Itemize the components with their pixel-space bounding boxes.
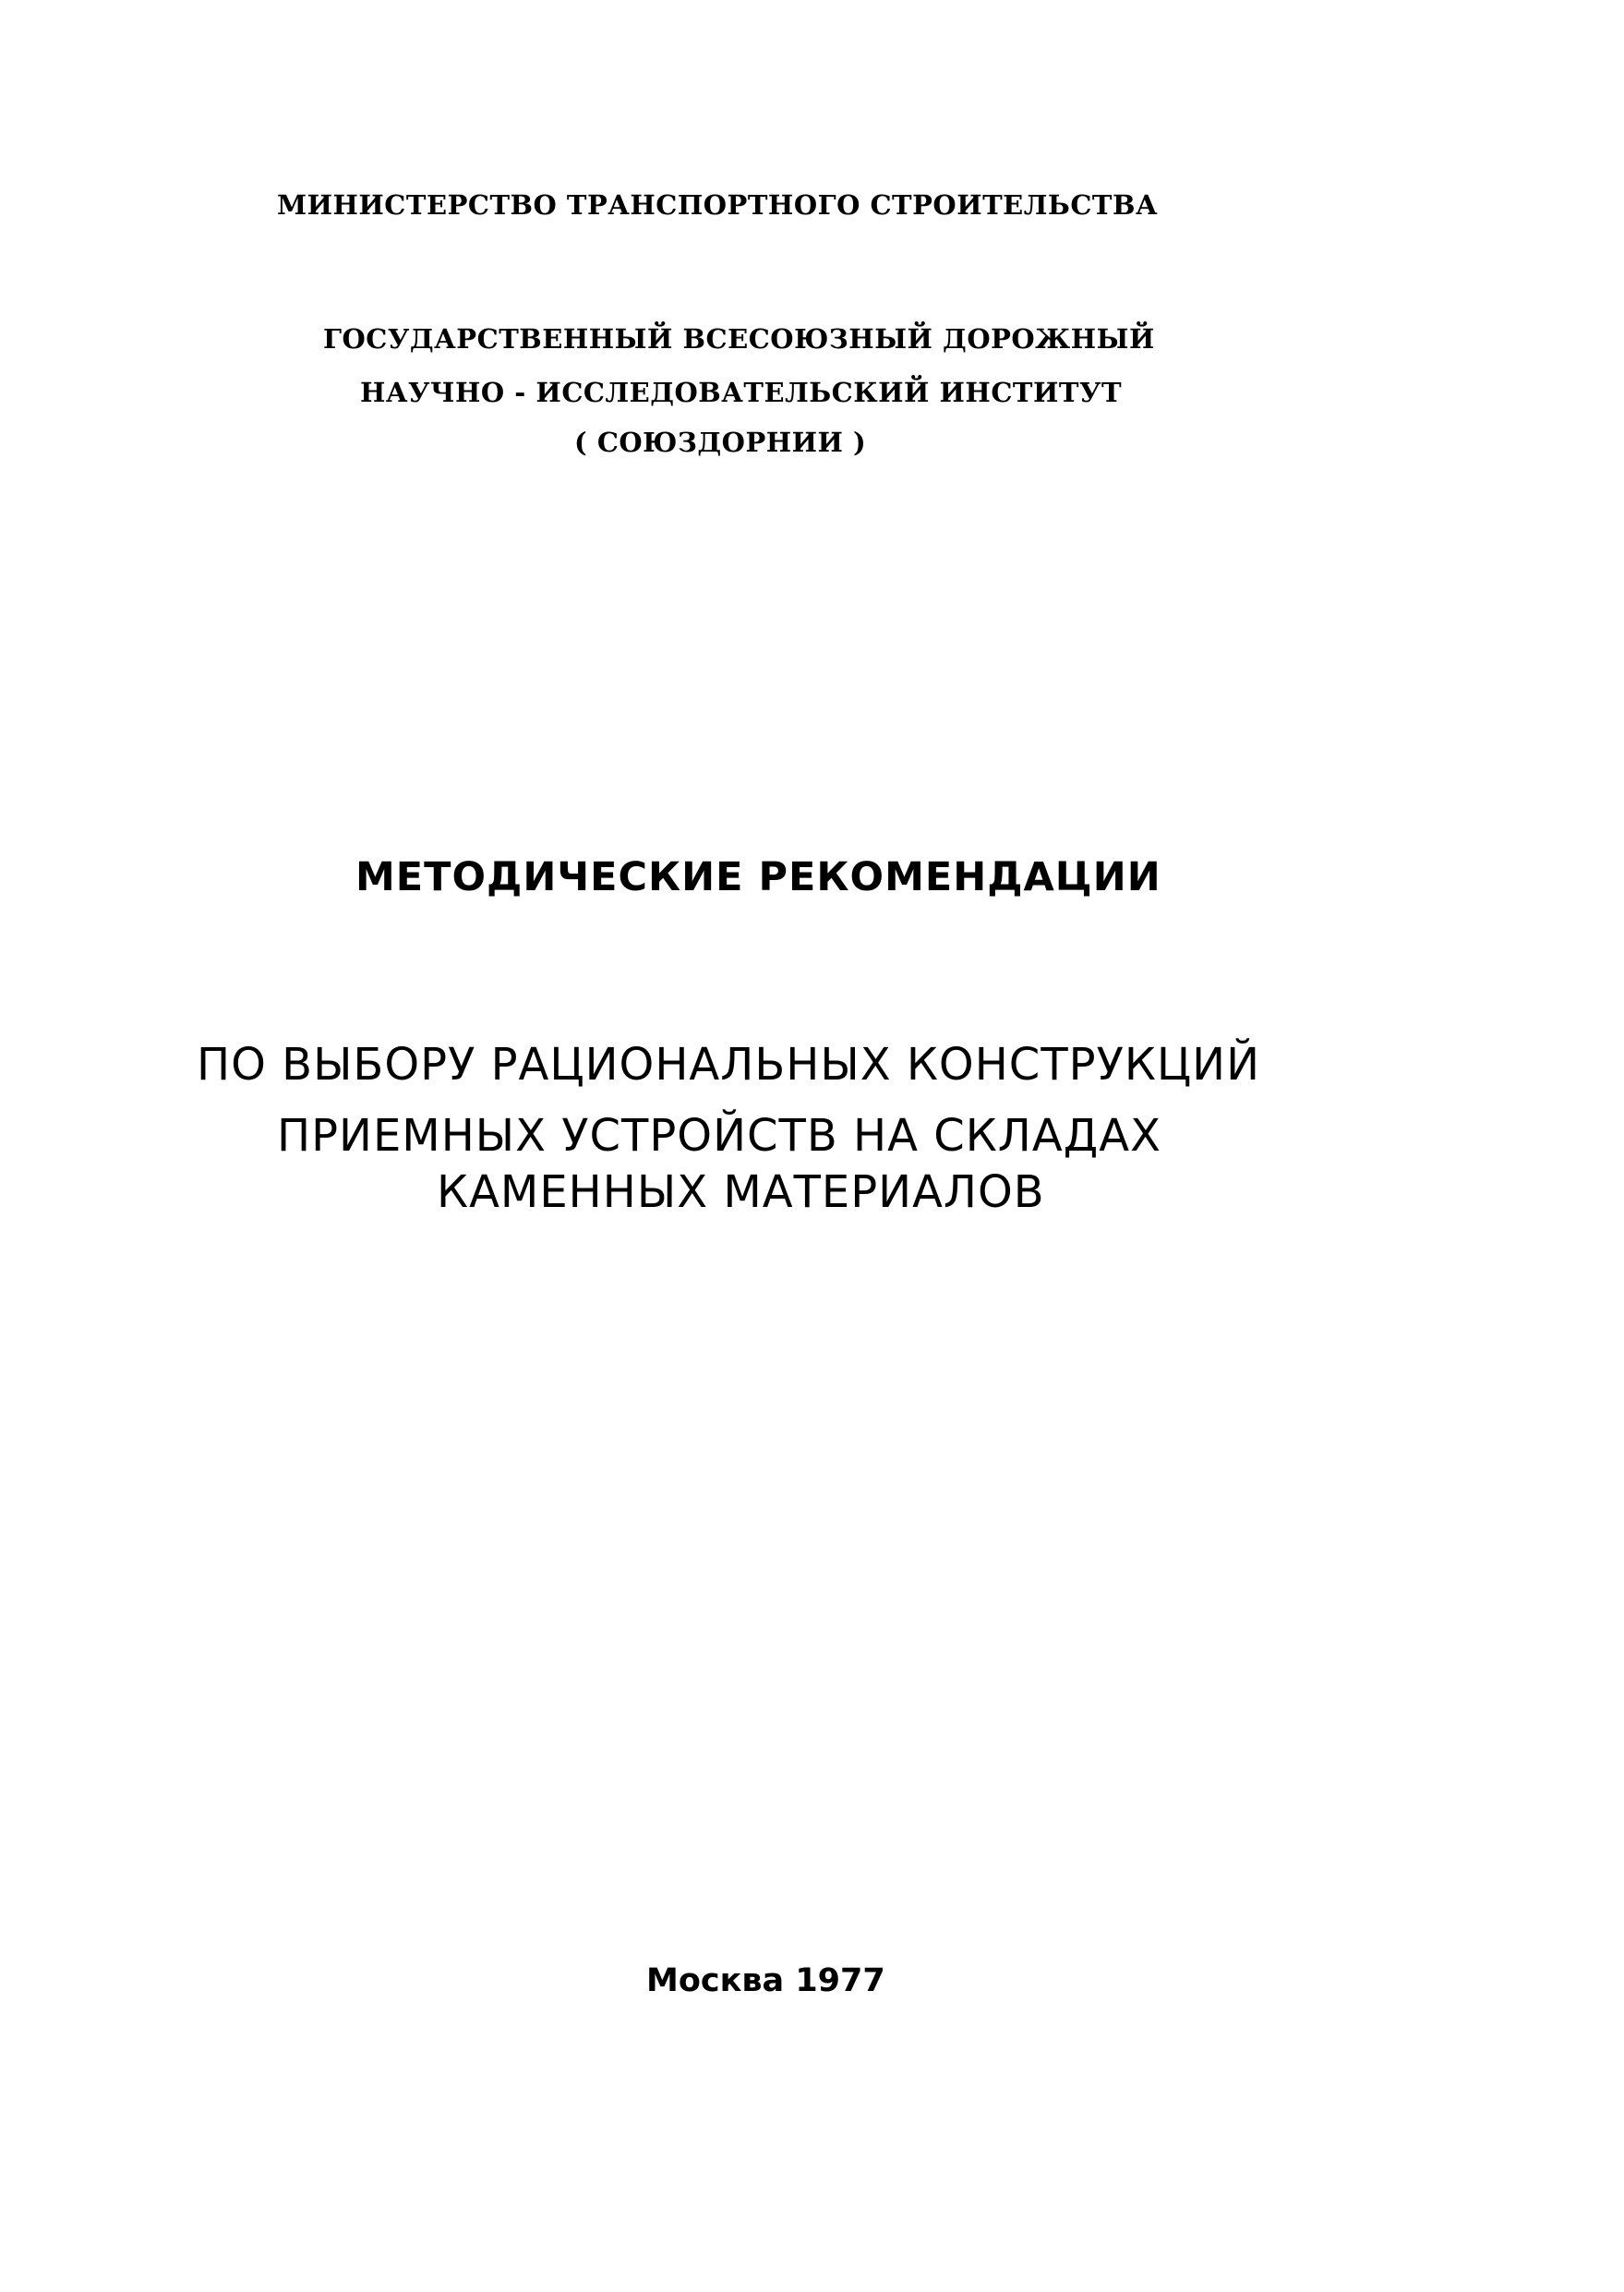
document-title-line-3: КАМЕННЫХ МАТЕРИАЛОВ [437,1166,1045,1218]
publication-place-year: Москва 1977 [646,1962,885,1999]
institute-name-line-1: ГОСУДАРСТВЕННЫЙ ВСЕСОЮЗНЫЙ ДОРОЖНЫЙ [323,323,1155,355]
institute-name-line-2: НАУЧНО - ИССЛЕДОВАТЕЛЬСКИЙ ИНСТИТУТ [360,377,1123,408]
document-title-line-2: ПРИЕМНЫХ УСТРОЙСТВ НА СКЛАДАХ [277,1110,1161,1162]
ministry-name: МИНИСТЕРСТВО ТРАНСПОРТНОГО СТРОИТЕЛЬСТВА [277,189,1159,221]
institute-abbreviation: ( СОЮЗДОРНИИ ) [574,427,867,458]
document-type: МЕТОДИЧЕСКИЕ РЕКОМЕНДАЦИИ [355,854,1161,900]
document-title-line-1: ПО ВЫБОРУ РАЦИОНАЛЬНЫХ КОНСТРУКЦИЙ [197,1039,1260,1091]
